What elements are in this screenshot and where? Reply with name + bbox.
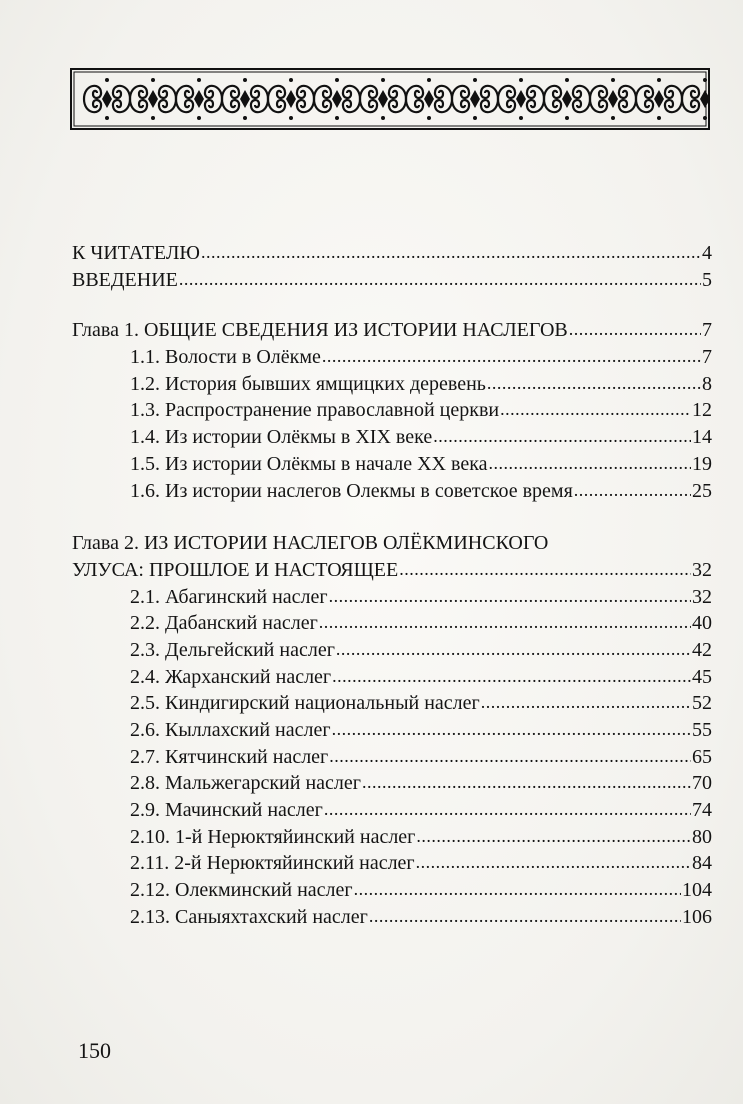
dot-leader	[179, 266, 701, 293]
section-page: 42	[692, 638, 712, 661]
toc-chapter-2[interactable]	[72, 557, 712, 584]
section-label: 2.10. 1-й Нерюктяйинский наслег	[130, 825, 416, 848]
toc-entry-introduction[interactable]	[72, 267, 712, 294]
toc-section[interactable]	[72, 770, 712, 797]
dot-leader	[332, 716, 691, 743]
section-page: 8	[702, 372, 712, 395]
section-label: 2.13. Саныяхтахский наслег	[130, 905, 368, 928]
ornamental-border-icon	[70, 68, 710, 130]
dot-leader	[324, 796, 691, 823]
section-page: 25	[692, 479, 712, 502]
section-label: 2.11. 2-й Нерюктяйинский наслег	[130, 852, 415, 875]
chapter-2-title-line-1[interactable]: Глава 2. ИЗ ИСТОРИИ НАСЛЕГОВ ОЛЁКМИНСКОГО	[72, 532, 549, 555]
toc-section[interactable]	[72, 797, 712, 824]
toc-section[interactable]	[72, 717, 712, 744]
section-page: 74	[692, 799, 712, 822]
dot-leader	[336, 636, 691, 663]
toc-section[interactable]	[72, 584, 712, 611]
section-page: 32	[692, 585, 712, 608]
toc-section[interactable]	[72, 904, 712, 931]
section-label: 1.3. Распространение православной церкви	[130, 399, 500, 422]
dot-leader	[319, 609, 691, 636]
dot-leader	[332, 663, 691, 690]
dot-leader	[416, 849, 691, 876]
dot-leader	[487, 370, 701, 397]
toc-section[interactable]	[72, 637, 712, 664]
section-page: 40	[692, 612, 712, 635]
section-label: 2.1. Абагинский наслег	[130, 585, 328, 608]
toc-section[interactable]	[72, 744, 712, 771]
section-page: 84	[692, 852, 712, 875]
section-label: 1.6. Из истории наслегов Олекмы в советское время	[130, 479, 573, 502]
dot-leader	[369, 903, 681, 930]
section-page: 106	[682, 905, 712, 928]
section-page: 45	[692, 665, 712, 688]
section-label: 2.3. Дельгейский наслег	[130, 638, 335, 661]
section-page: 14	[692, 426, 712, 449]
toc-chapter-1[interactable]	[72, 317, 712, 344]
toc-entry-page: 5	[702, 268, 712, 291]
toc-section[interactable]	[72, 424, 712, 451]
toc-entry-label: ВВЕДЕНИЕ	[72, 268, 178, 291]
toc-section[interactable]	[72, 478, 712, 505]
section-page: 7	[702, 346, 712, 369]
toc-entry-to-reader[interactable]	[72, 240, 712, 267]
table-of-contents	[72, 240, 712, 931]
toc-entry-label: К ЧИТАТЕЛЮ	[72, 242, 200, 264]
dot-leader	[433, 423, 691, 450]
toc-section[interactable]	[72, 824, 712, 851]
dot-leader	[399, 556, 691, 583]
section-label: 2.8. Мальжегарский наслег	[130, 772, 361, 795]
section-label: 2.7. Кятчинский наслег	[130, 745, 329, 768]
dot-leader	[416, 823, 691, 850]
toc-section[interactable]	[72, 664, 712, 691]
section-page: 70	[692, 772, 712, 795]
chapter-page: 32	[692, 558, 712, 581]
dot-leader	[201, 239, 701, 266]
section-label: 2.6. Кыллахский наслег	[130, 719, 331, 741]
dot-leader	[489, 450, 692, 477]
dot-leader	[354, 876, 681, 903]
chapter-page: 7	[702, 319, 712, 342]
dot-leader	[322, 343, 701, 370]
toc-section[interactable]	[72, 610, 712, 637]
toc-section[interactable]	[72, 371, 712, 398]
chapter-title: Глава 1. ОБЩИЕ СВЕДЕНИЯ ИЗ ИСТОРИИ НАСЛЕГОВ	[72, 319, 568, 342]
toc-entry-page: 4	[702, 242, 712, 264]
section-label: 2.9. Мачинский наслег	[130, 799, 323, 822]
dot-leader	[500, 396, 691, 423]
section-label: 1.5. Из истории Олёкмы в начале XX века	[130, 452, 488, 475]
page-number: 150	[78, 1038, 111, 1063]
section-page: 65	[692, 745, 712, 768]
section-label: 2.5. Киндигирский национальный наслег	[130, 692, 480, 715]
section-label: 1.2. История бывших ямщицких деревень	[130, 372, 486, 395]
toc-section[interactable]	[72, 850, 712, 877]
section-page: 104	[682, 879, 712, 902]
section-page: 55	[692, 719, 712, 741]
dot-leader	[574, 477, 691, 504]
section-page: 19	[692, 452, 712, 475]
dot-leader	[329, 743, 691, 770]
section-label: 1.1. Волости в Олёкме	[130, 346, 321, 369]
section-label: 2.12. Олекминский наслег	[130, 879, 353, 902]
toc-section[interactable]	[72, 690, 712, 717]
toc-section[interactable]	[72, 397, 712, 424]
section-page: 80	[692, 825, 712, 848]
section-label: 2.2. Дабанский наслег	[130, 612, 318, 635]
toc-section[interactable]	[72, 344, 712, 371]
dot-leader	[362, 769, 691, 796]
dot-leader	[481, 689, 691, 716]
dot-leader	[329, 583, 691, 610]
toc-section[interactable]	[72, 877, 712, 904]
toc-section[interactable]	[72, 451, 712, 478]
dot-leader	[569, 316, 701, 343]
section-page: 52	[692, 692, 712, 715]
chapter-title: УЛУСА: ПРОШЛОЕ И НАСТОЯЩЕЕ	[72, 558, 399, 581]
section-page: 12	[692, 399, 712, 422]
section-label: 2.4. Жарханский наслег	[130, 665, 332, 688]
section-label: 1.4. Из истории Олёкмы в XIX веке	[130, 426, 433, 449]
